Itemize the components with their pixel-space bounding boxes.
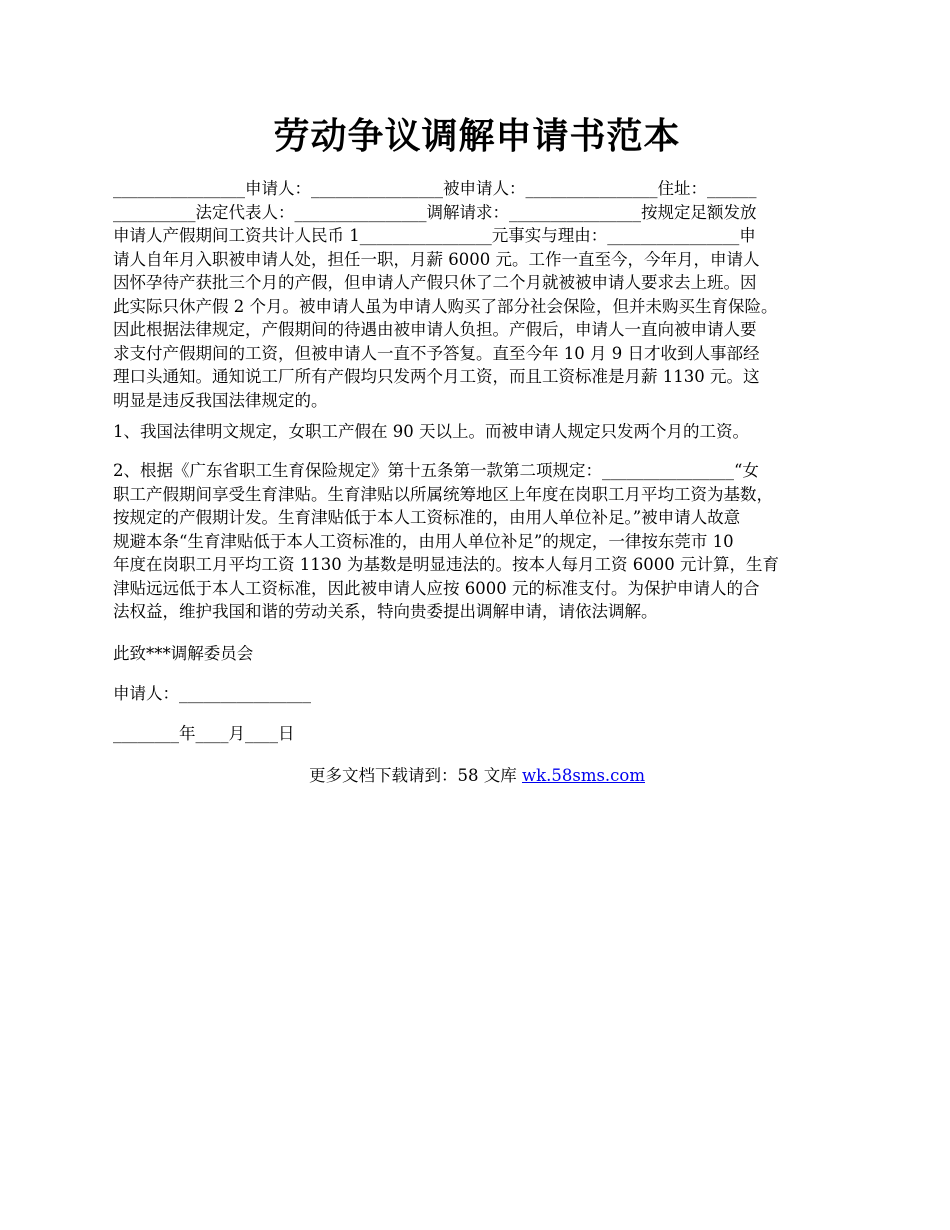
text-line: __________法定代表人：________________调解请求：________________按规定足额发放 — [113, 202, 757, 222]
footer — [113, 764, 841, 788]
text-line: 2、根据《广东省职工生育保险规定》第十五条第一款第二项规定：________________“女 — [113, 461, 759, 480]
text-line: 理口头通知。通知说工厂所有产假均只发两个月工资，而且工资标准是月薪 1130 元。这 — [113, 367, 760, 386]
paragraph-point-2 — [113, 459, 841, 624]
text-line: 津贴远远低于本人工资标准，因此被申请人应按 6000 元的标准支付。为保护申请人的合 — [113, 578, 760, 598]
text-line: 此实际只休产假 2 个月。被申请人虽为申请人购买了部分社会保险，但并未购买生育保险。 — [113, 296, 778, 316]
text-line: 规避本条“生育津贴低于本人工资标准的，由用人单位补足”的规定，一律按东莞市 10 — [113, 531, 734, 551]
date-line — [113, 722, 841, 746]
text-line: 年度在岗职工月平均工资 1130 为基数是明显违法的。按本人每月工资 6000 元计算，生育 — [113, 555, 779, 574]
paragraph-point-1 — [113, 420, 841, 444]
paragraph-facts — [113, 177, 841, 412]
text-line: 因此根据法律规定，产假期间的待遇由被申请人负担。产假后，申请人一直向被申请人要 — [113, 320, 757, 339]
text-line: 职工产假期间享受生育津贴。生育津贴以所属统筹地区上年度在岗职工月平均工资为基数， — [113, 484, 773, 504]
text-line: 明显是违反我国法律规定的。 — [113, 390, 328, 410]
text-line: 因怀孕待产获批三个月的产假，但申请人产假只休了二个月就被被申请人要求去上班。因 — [113, 273, 757, 292]
footer-link[interactable]: wk.58sms.com — [521, 766, 645, 785]
text-line: 申请人产假期间工资共计人民币 1________________元事实与理由：________________申 — [113, 226, 756, 245]
text-line: 此致***调解委员会 — [113, 644, 254, 663]
text-line: 按规定的产假期计发。生育津贴低于本人工资标准的，由用人单位补足。”被申请人故意 — [113, 508, 741, 527]
text-line: ________________申请人：________________被申请人：________________住址：______ — [113, 179, 757, 198]
text-line: 请人自年月入职被申请人处，担任一职，月薪 6000 元。工作一直至今，今年月，申请人 — [113, 249, 760, 269]
footer-text: 更多文档下载请到：58 文库 — [308, 766, 522, 785]
document-title: 劳动争议调解申请书范本 — [273, 115, 681, 157]
text-line: 1、我国法律明文规定，女职工产假在 90 天以上。而被申请人规定只发两个月的工资。 — [113, 422, 749, 441]
text-line: 法权益，维护我国和谐的劳动关系，特向贵委提出调解申请，请依法调解。 — [113, 602, 658, 621]
text-line: ________年____月____日 — [113, 724, 295, 743]
signature-line — [113, 682, 841, 706]
text-line: 求支付产假期间的工资，但被申请人一直不予答复。直至今年 10 月 9 日才收到人事部经 — [113, 343, 760, 363]
text-line: 申请人：________________ — [113, 684, 311, 703]
salutation — [113, 642, 841, 666]
